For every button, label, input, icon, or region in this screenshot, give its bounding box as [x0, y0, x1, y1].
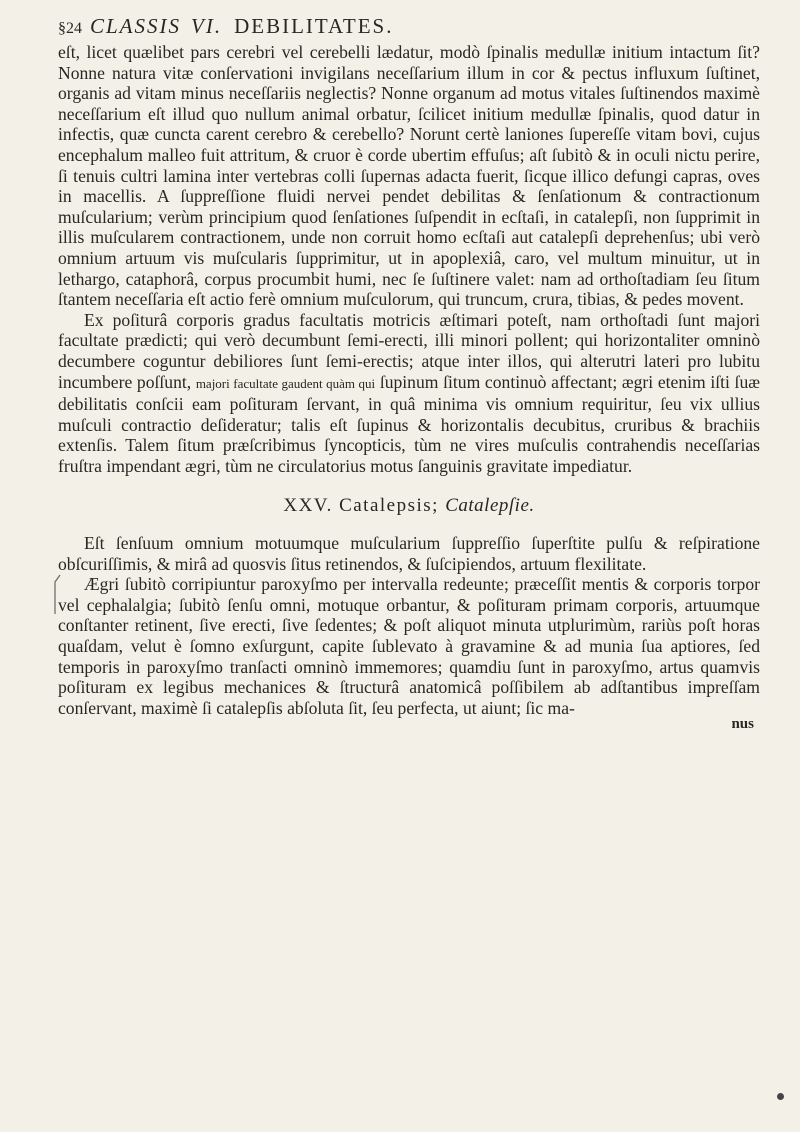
- section-heading: [58, 496, 760, 517]
- body-text: [58, 42, 760, 718]
- running-title: DEBILITATES.: [234, 14, 394, 38]
- section-number: XXV.: [283, 495, 333, 517]
- small-print-phrase: majori facultate gaudent quàm qui: [195, 375, 376, 391]
- class-label: CLASSIS: [90, 14, 182, 38]
- running-head: [58, 14, 760, 42]
- paragraph-text: Ex poſiturâ corporis gradus facultatis motricis æſtimari poteſt, nam orthoſtadi ſunt majori facultate prædicti; qui verò decumbunt ſemi-erecti, illi minori pollent; qui horizontaliter omninò decumbere coguntur debiliores ſunt ſemi-erectis; atque inter illos, qui alterutri lateri pro lubitu incumbere poſſunt,: [58, 309, 760, 392]
- margin-bracket-mark: [52, 574, 62, 616]
- class-roman-numeral: VI.: [191, 14, 223, 38]
- paragraph-text-continued: ſupinum ſitum continuò affectant; ægri etenim iſti ſuæ debilitatis conſcii eam poſituram ſervant, in quâ minima vis omnium requiritur, ſeu vix ullius muſculi contractio deſideratur; talis eſt ſupinus & horizontalis decubitus, cruribus & brachiis extenſis. Talem ſitum præſcribimus ſyncopticis, tùm ne vires muſculis contrahendis neceſſarias fruſtra impendant ægri, tùm ne circulatorius motus ſanguinis gravitate impediatur.: [58, 371, 760, 476]
- paragraph-positura: [58, 310, 760, 477]
- ink-speck: [777, 1093, 784, 1100]
- description-paragraph: Ægri ſubitò corripiuntur paroxyſmo per intervalla redeunte; præceſſit mentis & corporis torpor vel cephalalgia; ſubitò ſenſu omni, motuque orbantur, & poſituram primam corporis, artuumque conſtanter retinent, ſive erecti, ſive ſedentes; & poſt aliquot minuta utplurimùm, rariùs poſt horas quaſdam, velut è ſomno exſurgunt, capite ſublevato à gravamine & ad munia ſua aptiores, ſed temporis in paroxyſmo tranſacti omninò immemores; quamdiu ſunt in paroxyſmo, artus quamvis poſituram ex legibus mechanices & ſtructurâ anatomicâ poſſibilem ab adſtantibus impreſſam conſervant, maximè ſi catalepſis abſoluta ſit, ſeu perfecta, ut aiunt; ſic ma-: [58, 574, 760, 718]
- section-synonym: Catalepſie.: [445, 495, 535, 517]
- paragraph-continued: eſt, licet quælibet pars cerebri vel cerebelli lædatur, modò ſpinalis medullæ initium intactum ſit? Nonne natura vitæ conſervationi invigilans neceſſarium illum in cor & pectus influxum ſuſtinet, organis ad vitam minus neceſſariis neglectis? Nonne organum ad motus vitales ſuſtinendos maximè neceſſarium eſt illud quo nullum animal orbatur, ſcilicet initium medullæ ſpinalis, quod datur in infectis, quæ cuncta carent cerebro & cerebello? Norunt certè laniones ſupereſſe vitam bovi, cujus encephalum malleo fuit attritum, & cruor è corde ubertim effuſus; aſt ſubitò & in oculi nictu perire, ſi tenuis cultri lamina inter vertebras colli ſupernas adacta fuerit, ſicque illico defungi capras, oves in macellis. A ſuppreſſione fluidi nervei pendet debilitas & ſenſationum & contractionum muſcularium; verùm principium quod ſenſationes ſuſpendit in ecſtaſi, in catalepſi, non ſupprimit in illis muſcularem contractionem, unde non corruit homo ecſtaſi aut catalepſi deprehenſus; ubi verò omnium artuum vis muſcularis ſupprimitur, ut in apoplexiâ, caro, vel multum minuitur, ut in lethargo, cataphorâ, corpus procumbit humi, nec ſe ſuſtinere valet: nam ad orthoſtadiam ſeu ſitum ſtantem neceſſaria eſt actio ferè omnium muſculorum, qui truncum, crura, tibias, & pedes movent.: [58, 42, 760, 310]
- catchword: nus: [731, 716, 754, 733]
- definition-paragraph: Eſt ſenſuum omnium motuumque muſcularium ſuppreſſio ſuperſtite pulſu & reſpiratione obſcuriſſimis, & mirâ ad quosvis ſitus retinendos, & ſuſcipiendos, artuum flexilitate.: [58, 533, 760, 574]
- page-number: §24: [58, 20, 82, 37]
- section-name: Catalepsis;: [339, 495, 439, 517]
